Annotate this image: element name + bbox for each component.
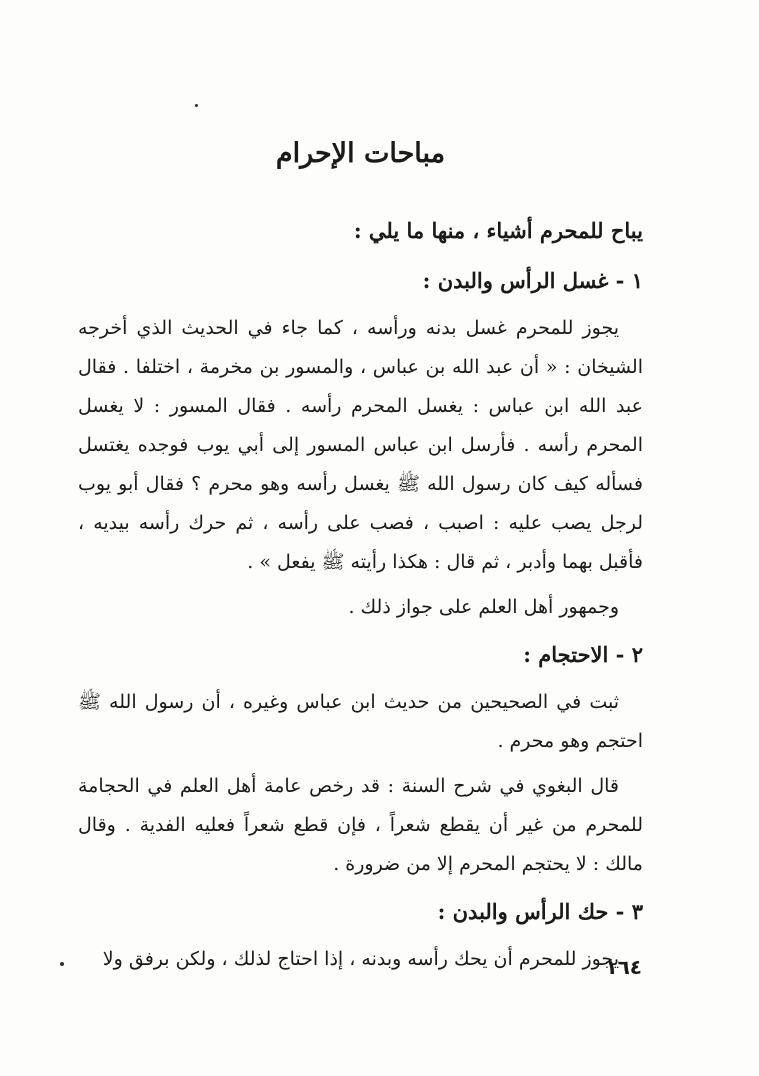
- section-heading: ١ - غسل الرأس والبدن :: [422, 268, 643, 293]
- intro-line: يباح للمحرم أشياء ، منها ما يلي :: [353, 218, 643, 243]
- paragraph: قال البغوي في شرح السنة : قد رخص عامة أهل العلم في الحجامة للمحرم من غير أن يقطع شعراً ، فإن قطع شعراً فعليه الفدية . وقال مالك : لا يحتجم المحرم إلا من ضرورة .: [78, 775, 643, 875]
- section-heading: ٣ - حك الرأس والبدن :: [437, 899, 643, 924]
- paragraph: يجوز للمحرم أن يحك رأسه وبدنه ، إذا احتاج لذلك ، ولكن برفق ولا: [102, 948, 619, 970]
- page-content: [78, 130, 643, 985]
- paragraph: يجوز للمحرم غسل بدنه ورأسه ، كما جاء في الحديث الذي أخرجه الشيخان : « أن عبد الله بن عباس ، والمسور بن مخرمة ، اختلفا . فقال عبد الله ابن عباس : يغسل المحرم رأسه . فقال المسور : لا يغسل المحرم رأسه . فأرسل ابن عباس المسور إلى أبي يوب فوجده يغتسل فسأله كيف كان رسول الله ﷺ يغسل رأسه وهو محرم ؟ فقال أبو يوب لرجل يصب عليه : اصبب ، فصب على رأسه ، ثم حرك رأسه بيديه ، فأقبل بهما وأدبر ، ثم قال : هكذا رأيته ﷺ يفعل » .: [78, 317, 643, 573]
- paragraph: ثبت في الصحيحين من حديث ابن عباس وغيره ، أن رسول الله ﷺ احتجم وهو محرم .: [78, 691, 643, 752]
- page-number: ١٦٤: [605, 955, 642, 979]
- scan-speck: [60, 962, 64, 966]
- section-heading: ٢ - الاحتجام :: [523, 642, 643, 667]
- section-washing: [78, 259, 643, 627]
- section-cupping: [78, 633, 643, 884]
- paragraph: وجمهور أهل العلم على جواز ذلك .: [348, 596, 619, 618]
- section-scratching: [78, 890, 643, 979]
- scan-speck: [195, 104, 198, 107]
- page-title: مباحات الإحرام: [275, 138, 446, 169]
